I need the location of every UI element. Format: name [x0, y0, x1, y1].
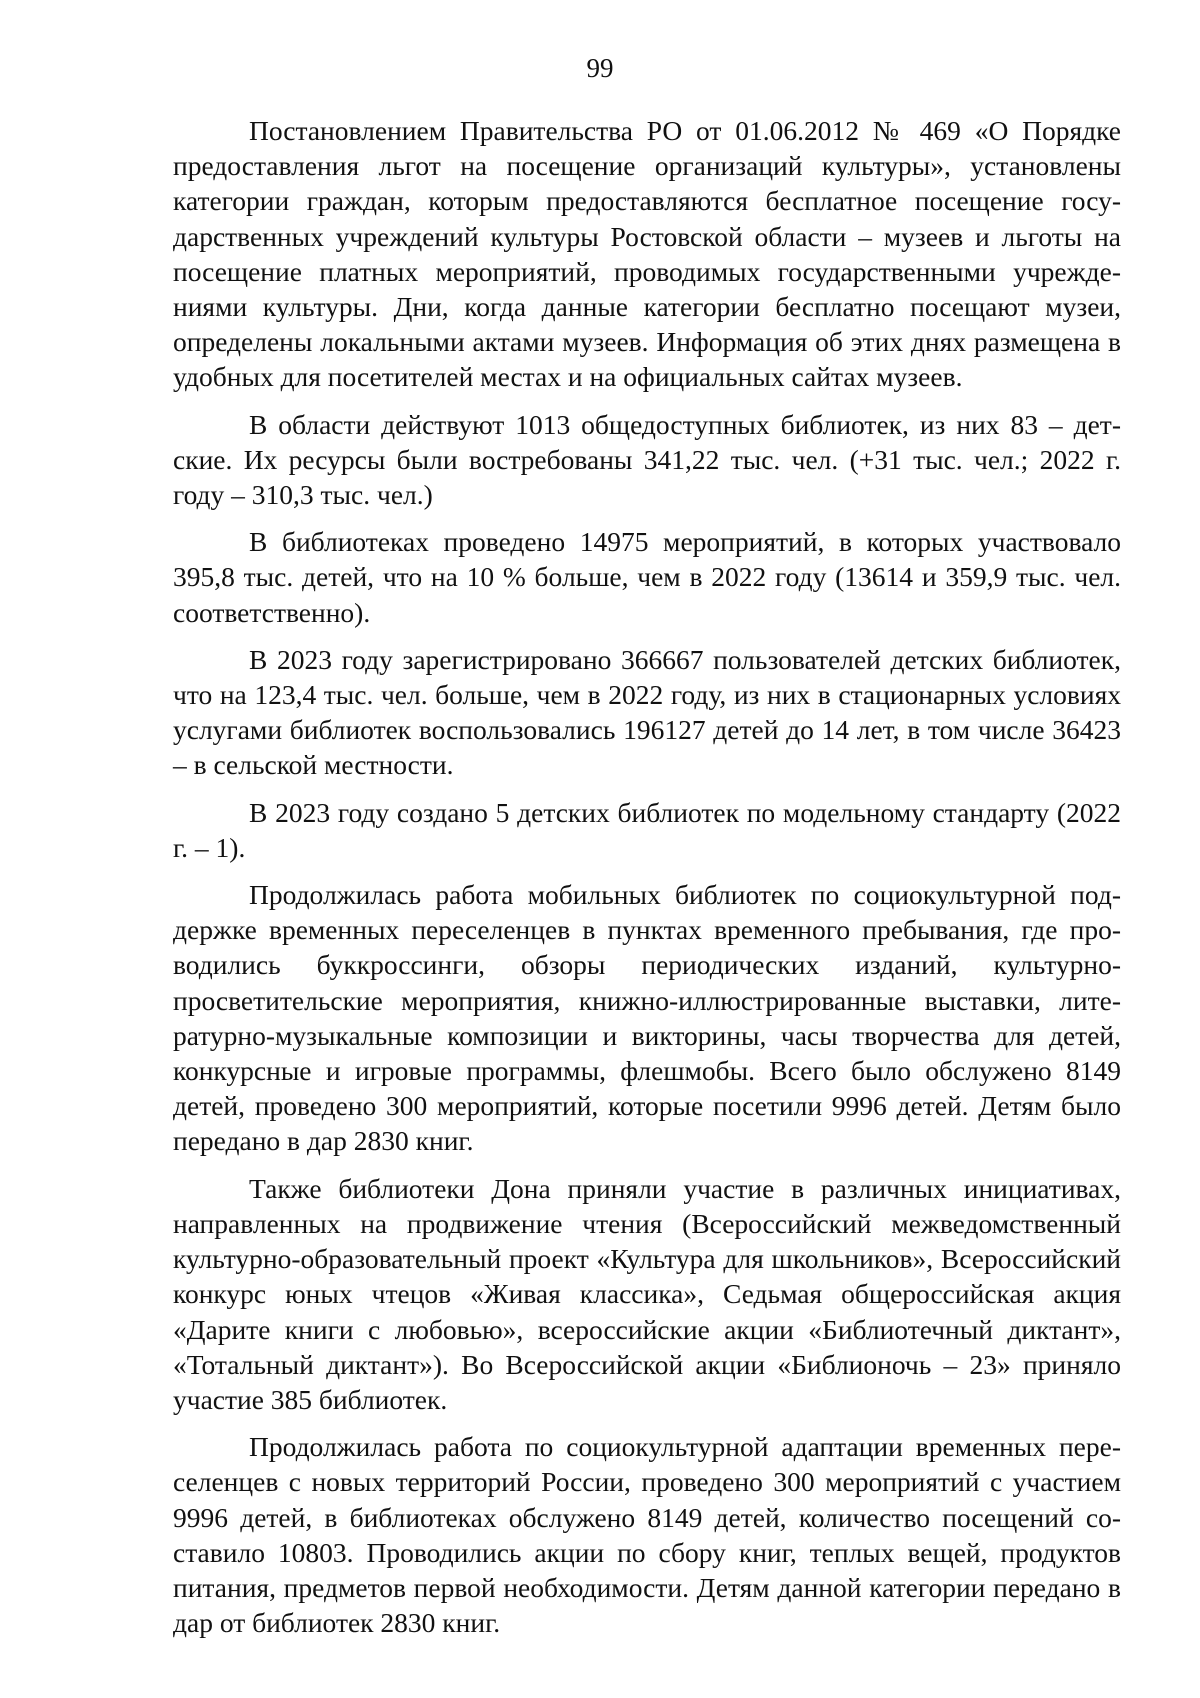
paragraph-culture-benefits: Постановлением Правительства РО от 01.06.2012 № 469 «О Порядке предоставления льгот на посещение организаций культуры», установлены категории граждан, которым предоставляются бесплатное посещение государственных учреждений культуры Ростовской области – музеев и льготы на посещение платных мероприятий, проводимых государственными учреждениями культуры. Дни, когда данные категории бесплатно посещают музеи, определены локальными актами музеев. Информация об этих днях размещена в удобных для посетителей местах и на официальных сайтах музеев.: [173, 115, 1121, 393]
paragraph-model-libraries: В 2023 году создано 5 детских библиотек по модельному стандарту (2022 г. – 1).: [173, 796, 1121, 863]
paragraph-registered-users: В 2023 году зарегистрировано 366667 пользователей детских библиотек, что на 123,4 тыс. чел. больше, чем в 2022 году, из них в стационарных условиях услугами библиотек воспользовались 196127 детей до 14 лет, в том числе 36423 – в сельской местности.: [173, 643, 1121, 781]
paragraph-mobile-libraries: Продолжилась работа мобильных библиотек по социокультурной поддержке временных переселенцев в пунктах временного пребывания, где проводились буккроссинги, обзоры периодических изданий, культурно-просветительские мероприятия, книжно-иллюстрированные выставки, литературно-музыкальные композиции и викторины, часы творчества для детей, конкурсные и игровые программы, флешмобы. Всего было обслужено 8149 детей, проведено 300 мероприятий, которые посетили 9996 детей. Детям было передано в дар 2830 книг.: [173, 879, 1121, 1157]
page-number: 99: [586, 53, 614, 83]
paragraph-adaptation-work: Продолжилась работа по социокультурной адаптации временных переселенцев с новых территорий России, проведено 300 мероприятий с участием 9996 детей, в библиотеках обслужено 8149 детей, количество посещений составило 10803. Проводились акции по сбору книг, теплых вещей, продуктов питания, предметов первой необходимости. Детям данной категории передано в дар от библиотек 2830 книг.: [173, 1431, 1121, 1639]
paragraph-libraries-count: В области действуют 1013 общедоступных библиотек, из них 83 – детские. Их ресурсы были востребованы 341,22 тыс. чел. (+31 тыс. чел.; 2022 г. году – 310,3 тыс. чел.): [173, 408, 1121, 511]
paragraph-reading-initiatives: Также библиотеки Дона приняли участие в различных инициативах, направленных на продвижение чтения (Всероссийский межведомственный культурно-образовательный проект «Культура для школьников», Всероссийский конкурс юных чтецов «Живая классика», Седьмая общероссийская акция «Дарите книги с любовью», всероссийские акции «Библиотечный диктант», «Тотальный диктант»). Во Всероссийской акции «Библионочь – 23» приняло участие 385 библиотек.: [173, 1172, 1121, 1415]
paragraph-library-events: В библиотеках проведено 14975 мероприятий, в которых участвовало 395,8 тыс. детей, что на 10 % больше, чем в 2022 году (13614 и 359,9 тыс. чел. соответственно).: [173, 526, 1121, 628]
document-body: [173, 113, 1121, 1652]
